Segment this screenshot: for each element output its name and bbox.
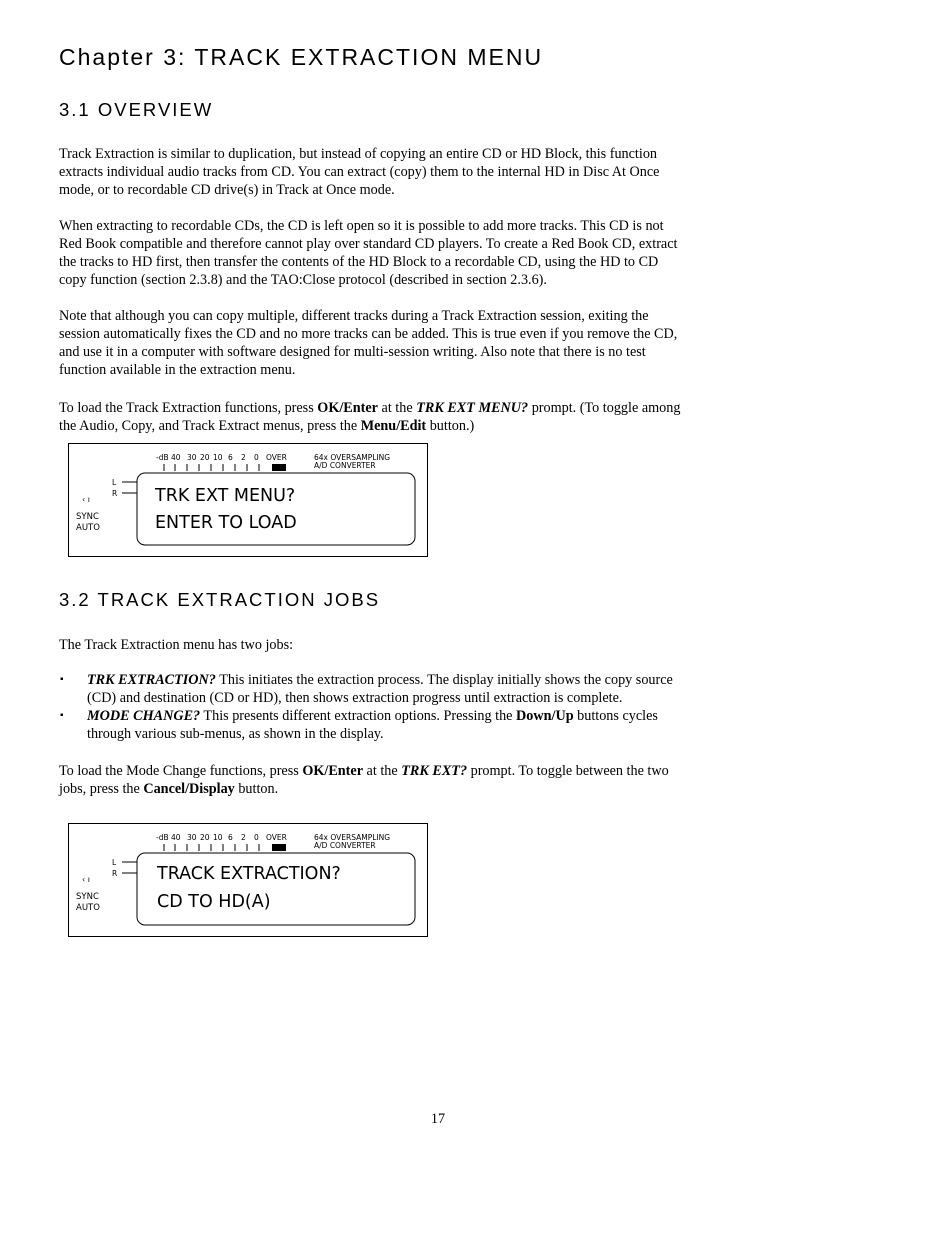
overview-paragraph-2: When extracting to recordable CDs, the CD is left open so it is possible to add more tracks. This CD is not Red Book compatible and therefore cannot play over standard CD players. To create a Red Book CD, extract the tracks to HD first, then transfer the contents of the HD Block to a recordable CD, using the HD to CD copy function (section 2.3.8) and the TAO:Close protocol (described in section 2.3.6). (59, 218, 678, 288)
bullet-marker: ▪ (60, 710, 64, 721)
jobs-list (59, 671, 679, 743)
auto-label: AUTO (76, 523, 100, 533)
text-run: prompt. (To toggle among the Audio, Copy, and Track Extract menus, press the (59, 400, 681, 434)
meter-label: 2 (241, 453, 246, 462)
meter-label: 6 (228, 833, 233, 842)
meter-label: 6 (228, 453, 233, 462)
channel-left-label: L (112, 858, 117, 867)
meter-label: 0 (254, 833, 259, 842)
section-heading-overview: 3.1 OVERVIEW (59, 99, 214, 120)
over-indicator (272, 844, 286, 851)
auto-label: AUTO (76, 903, 100, 913)
meter-label: 30 (187, 453, 197, 462)
text-run: button.) (426, 418, 475, 434)
key-ok-enter: OK/Enter (302, 763, 363, 779)
signal-icon: ‹ ı (82, 495, 90, 504)
job-term: TRK EXTRACTION? (87, 672, 216, 688)
list-item (59, 671, 679, 707)
section-heading-jobs: 3.2 TRACK EXTRACTION JOBS (59, 589, 381, 610)
channel-right-label: R (112, 489, 118, 498)
job-description: buttons cycles through various sub-menus, as shown in the display. (87, 708, 658, 742)
meter-label: OVER (266, 833, 287, 842)
lcd-line-2: CD TO HD(A) (157, 892, 271, 912)
page-number: 17 (430, 1111, 446, 1127)
key-cancel-display: Cancel/Display (143, 781, 235, 797)
over-indicator (272, 464, 286, 471)
lcd-display-trk-ext-menu (68, 443, 428, 557)
meter-label: -dB 40 (156, 833, 181, 842)
overview-paragraph-4 (59, 399, 689, 435)
sync-label: SYNC (76, 512, 99, 522)
converter-label-2: A/D CONVERTER (314, 461, 376, 470)
converter-label-1: 64x OVERSAMPLING (314, 833, 391, 842)
text-run: at the (377, 400, 417, 416)
meter-label: -dB 40 (156, 453, 181, 462)
meter-label: OVER (266, 453, 287, 462)
meter-label: 2 (241, 833, 246, 842)
key-down-up: Down/Up (516, 708, 574, 724)
meter-label: 20 (200, 833, 210, 842)
list-item (59, 707, 679, 743)
job-description: This presents different extraction options. Pressing the (200, 708, 517, 724)
lcd-line-2: ENTER TO LOAD (155, 513, 297, 533)
lcd-line-1: TRACK EXTRACTION? (157, 864, 341, 884)
converter-label-2: A/D CONVERTER (314, 841, 376, 850)
prompt-trk-ext: TRK EXT? (401, 763, 468, 779)
overview-paragraph-3: Note that although you can copy multiple, different tracks during a Track Extraction session, exiting the session automatically fixes the CD and no more tracks can be added. This is true even if you remove the CD, and use it in a computer with software designed for multi-session writing. Also note that there is no test function available in the extraction menu. (59, 308, 678, 378)
lcd-panel (69, 444, 427, 556)
signal-icon: ‹ ı (82, 875, 90, 884)
jobs-intro: The Track Extraction menu has two jobs: (59, 637, 294, 653)
lcd-line-1: TRK EXT MENU? (155, 486, 296, 506)
meter-label: 30 (187, 833, 197, 842)
lcd-panel (69, 824, 427, 936)
text-run: prompt. To toggle between the two jobs, press the (59, 763, 669, 797)
channel-lines (122, 862, 137, 873)
mode-change-paragraph (59, 762, 689, 798)
converter-label-1: 64x OVERSAMPLING (314, 453, 391, 462)
meter-label: 10 (213, 833, 223, 842)
job-term: MODE CHANGE? (87, 708, 201, 724)
meter-label: 0 (254, 453, 259, 462)
lcd-text-window (137, 473, 415, 545)
text-run: at the (363, 763, 402, 779)
meter-label: 10 (213, 453, 223, 462)
lcd-display-track-extraction (68, 823, 428, 937)
chapter-title: Chapter 3: TRACK EXTRACTION MENU (59, 44, 544, 70)
sync-label: SYNC (76, 892, 99, 902)
meter-label: 20 (200, 453, 210, 462)
text-run: button. (234, 781, 279, 797)
job-description: This initiates the extraction process. The display initially shows the copy source (CD) and destination (CD or HD), then shows extraction progress until extraction is complete. (87, 672, 673, 706)
meter-ticks (164, 464, 259, 471)
channel-right-label: R (112, 869, 118, 878)
meter-ticks (164, 844, 259, 851)
prompt-trk-ext-menu: TRK EXT MENU? (416, 400, 529, 416)
text-run: To load the Mode Change functions, press (59, 763, 303, 779)
channel-left-label: L (112, 478, 117, 487)
key-menu-edit: Menu/Edit (360, 418, 427, 434)
text-run: To load the Track Extraction functions, press (59, 400, 318, 416)
bullet-marker: ▪ (60, 674, 64, 685)
key-ok-enter: OK/Enter (317, 400, 378, 416)
overview-paragraph-1: Track Extraction is similar to duplication, but instead of copying an entire CD or HD Block, this function extracts individual audio tracks from CD. You can extract (copy) them to the internal HD in Disc At Once mode, or to recordable CD drive(s) in Track at Once mode. (59, 146, 660, 198)
channel-lines (122, 482, 137, 493)
